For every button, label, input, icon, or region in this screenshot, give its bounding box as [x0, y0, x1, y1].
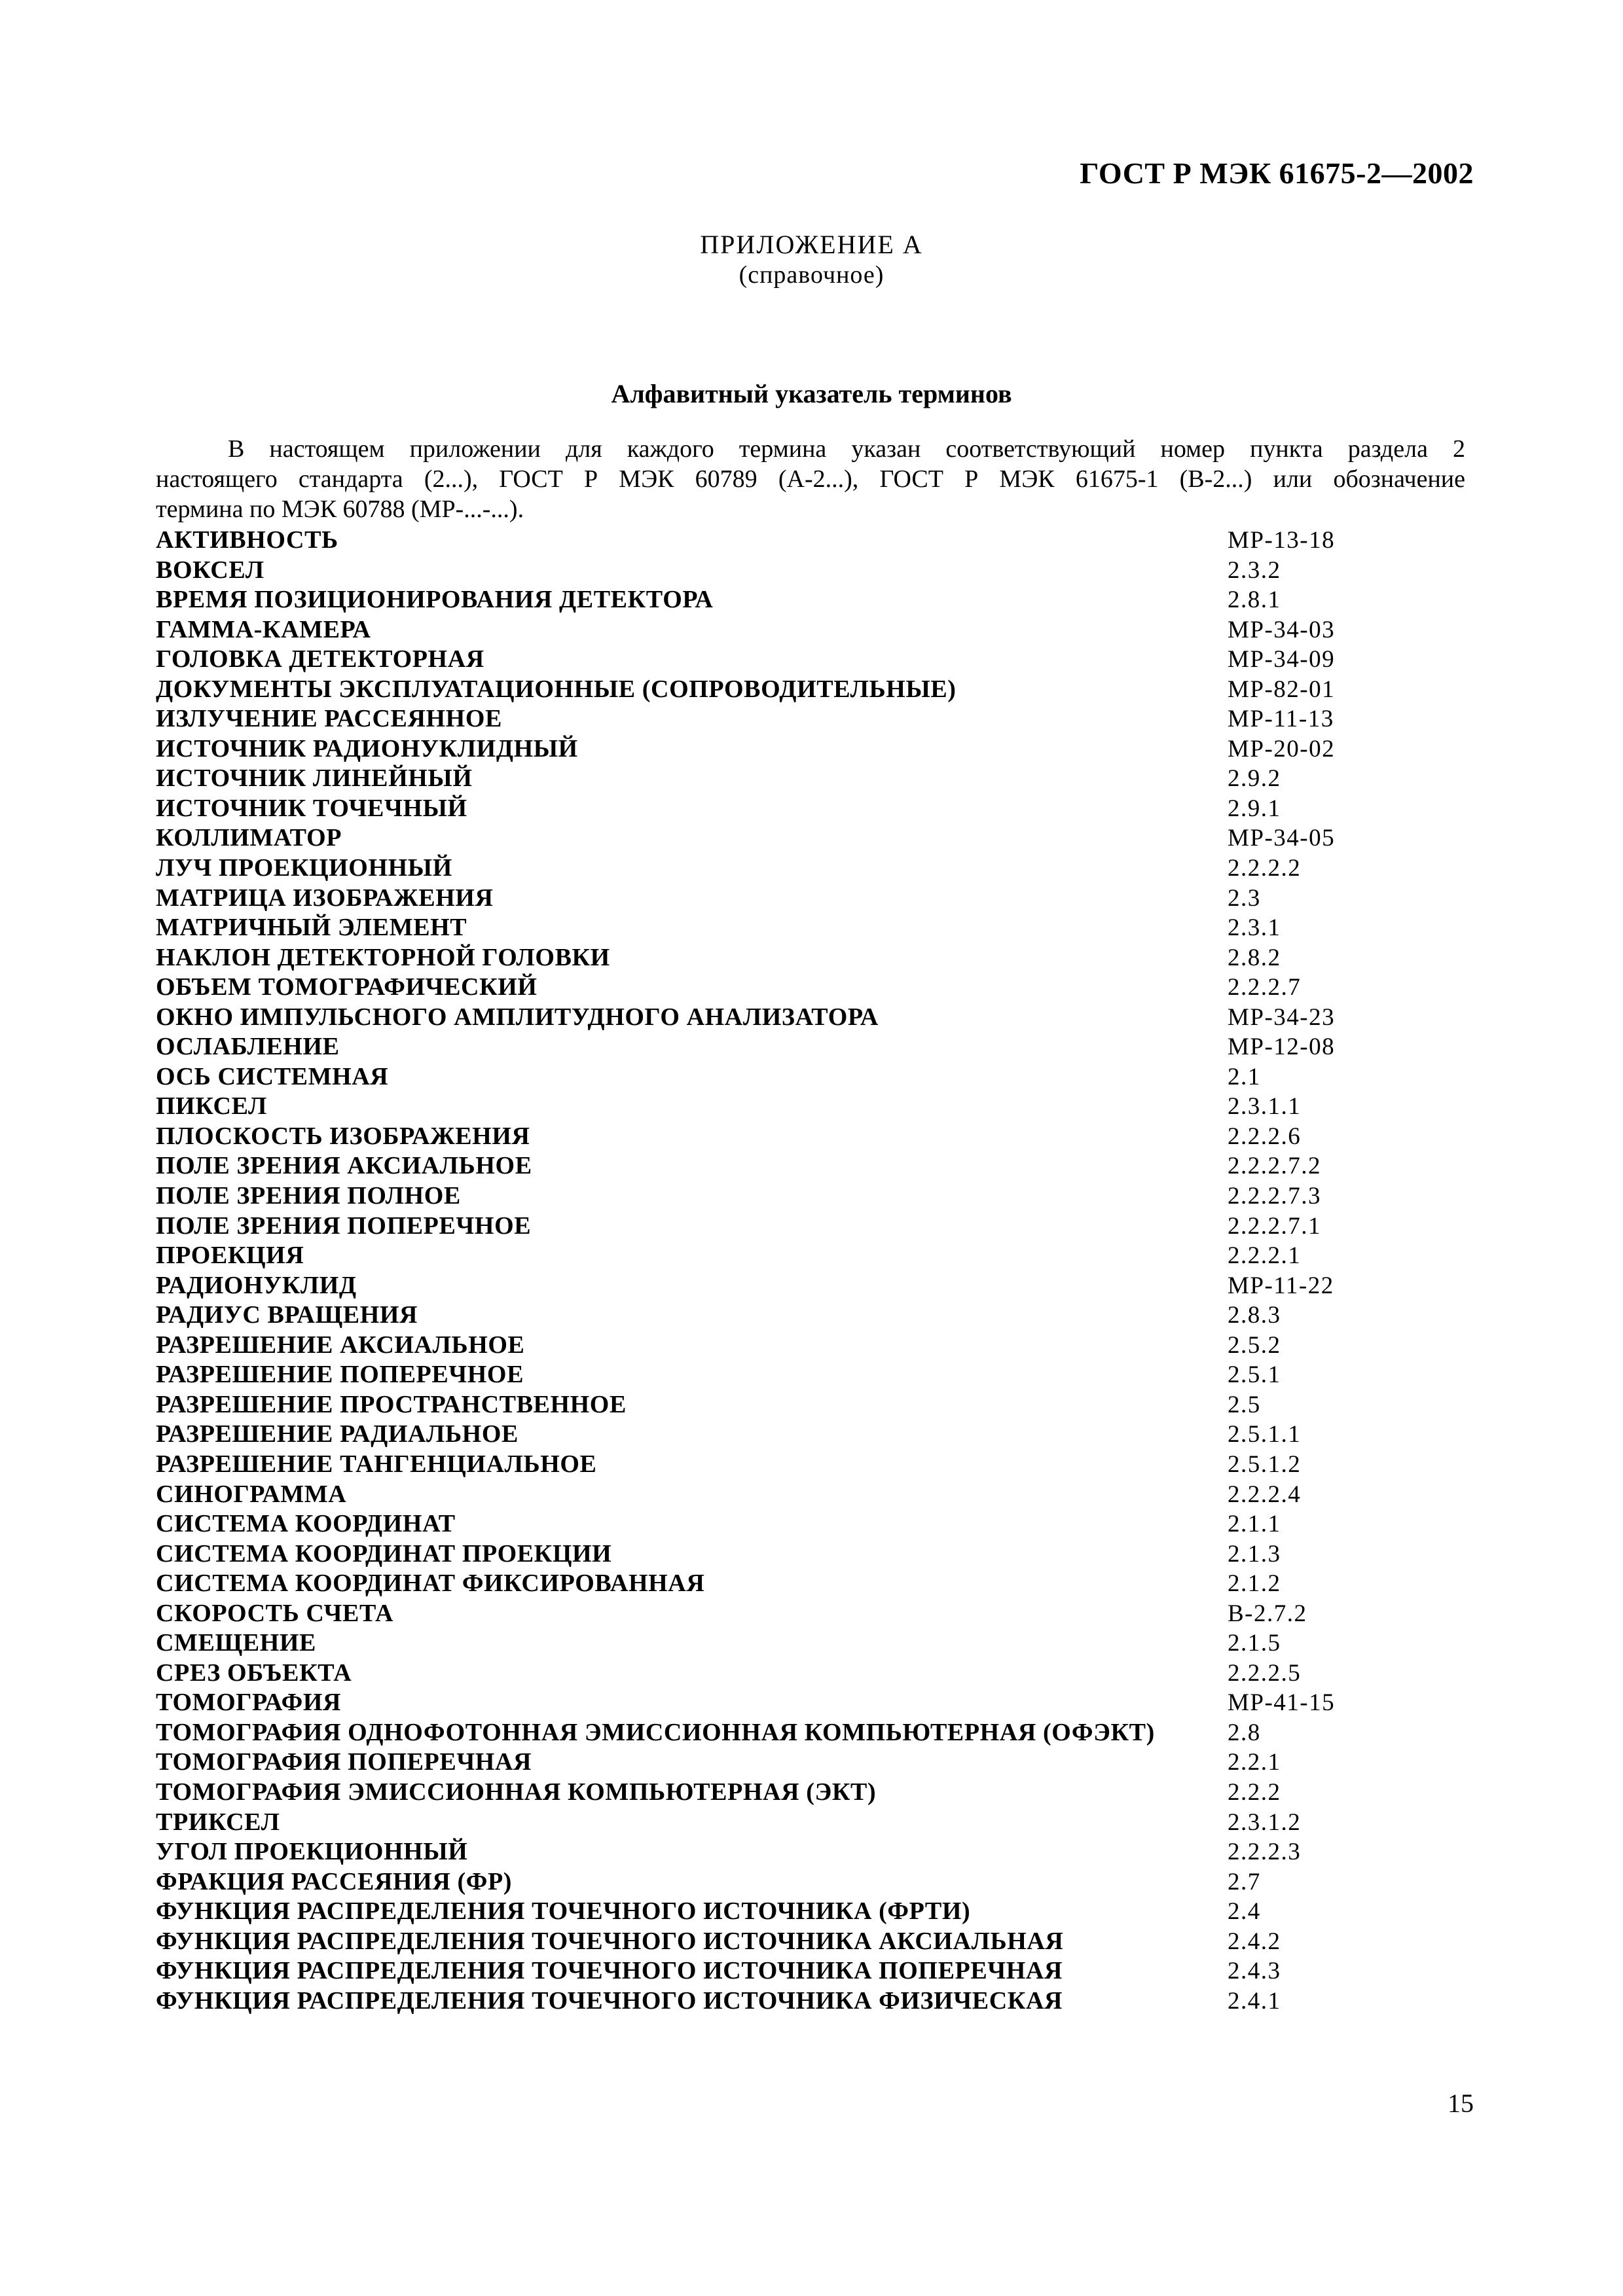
term-reference: МР-34-09 [1228, 646, 1336, 673]
intro-line: термина по МЭК 60788 (МР-...-...). [156, 495, 524, 523]
term-name: ПЛОСКОСТЬ ИЗОБРАЖЕНИЯ [156, 1122, 530, 1150]
term-name: ГОЛОВКА ДЕТЕКТОРНАЯ [156, 645, 484, 673]
term-reference: 2.2.1 [1228, 1749, 1281, 1776]
term-name: ТОМОГРАФИЯ ОДНОФОТОННАЯ ЭМИССИОННАЯ КОМПЬЮТЕРНАЯ (ОФЭКТ) [156, 1718, 1155, 1746]
term-row [156, 1390, 1465, 1420]
term-name: ФУНКЦИЯ РАСПРЕДЕЛЕНИЯ ТОЧЕЧНОГО ИСТОЧНИКА (ФРТИ) [156, 1897, 971, 1926]
term-reference: 2.5.1 [1228, 1361, 1281, 1389]
term-name: РАЗРЕШЕНИЕ АКСИАЛЬНОЕ [156, 1331, 525, 1359]
term-name: ОКНО ИМПУЛЬСНОГО АМПЛИТУДНОГО АНАЛИЗАТОРА [156, 1003, 879, 1031]
term-reference: 2.8.1 [1228, 586, 1281, 614]
term-row [156, 1151, 1465, 1181]
term-reference: 2.9.1 [1228, 795, 1281, 822]
term-row [156, 1122, 1465, 1152]
term-name: ВОКСЕЛ [156, 556, 264, 584]
term-reference: 2.9.2 [1228, 765, 1281, 793]
term-reference: 2.2.2.4 [1228, 1480, 1302, 1508]
term-reference: МР-34-03 [1228, 616, 1336, 643]
term-name: РАЗРЕШЕНИЕ ТАНГЕНЦИАЛЬНОЕ [156, 1450, 597, 1478]
term-row [156, 853, 1465, 884]
term-row [156, 675, 1465, 705]
term-row [156, 1450, 1465, 1480]
term-name: ОСЬ СИСТЕМНАЯ [156, 1062, 389, 1090]
term-name: ГАММА-КАМЕРА [156, 615, 371, 643]
term-reference: 2.3.1 [1228, 914, 1281, 942]
term-name: ФРАКЦИЯ РАССЕЯНИЯ (ФР) [156, 1867, 513, 1895]
term-row [156, 1509, 1465, 1539]
term-reference: 2.8.3 [1228, 1302, 1281, 1329]
term-row [156, 764, 1465, 794]
term-row [156, 1897, 1465, 1927]
term-name: ТОМОГРАФИЯ ЭМИССИОННАЯ КОМПЬЮТЕРНАЯ (ЭКТ) [156, 1778, 877, 1806]
term-row [156, 526, 1465, 556]
term-reference: МР-11-13 [1228, 706, 1334, 733]
term-row [156, 884, 1465, 914]
term-name: ИСТОЧНИК ЛИНЕЙНЫЙ [156, 764, 473, 793]
term-reference: 2.5.2 [1228, 1331, 1281, 1359]
terms-list [156, 526, 1465, 2016]
term-row [156, 1867, 1465, 1897]
term-reference: МР-20-02 [1228, 735, 1336, 762]
term-name: МАТРИЦА ИЗОБРАЖЕНИЯ [156, 884, 494, 912]
term-reference: 2.2.2.7.2 [1228, 1153, 1321, 1180]
term-name: ФУНКЦИЯ РАСПРЕДЕЛЕНИЯ ТОЧЕЧНОГО ИСТОЧНИКА ПОПЕРЕЧНАЯ [156, 1957, 1063, 1985]
term-row [156, 734, 1465, 764]
term-row [156, 1211, 1465, 1242]
term-row [156, 1331, 1465, 1361]
term-name: ПОЛЕ ЗРЕНИЯ ПОЛНОЕ [156, 1182, 461, 1210]
term-reference: 2.1.1 [1228, 1511, 1281, 1538]
term-reference: 2.3.1.2 [1228, 1808, 1302, 1836]
term-reference: 2.5 [1228, 1391, 1261, 1418]
term-reference: 2.4.1 [1228, 1987, 1281, 2015]
term-reference: 2.3 [1228, 884, 1261, 912]
term-row [156, 1837, 1465, 1867]
term-reference: 2.1.2 [1228, 1570, 1281, 1598]
term-row [156, 823, 1465, 853]
term-name: РАЗРЕШЕНИЕ РАДИАЛЬНОЕ [156, 1420, 519, 1448]
term-name: СИСТЕМА КООРДИНАТ ФИКСИРОВАННАЯ [156, 1570, 705, 1598]
term-reference: 2.2.2.7.3 [1228, 1183, 1321, 1210]
page-number: 15 [1448, 2089, 1474, 2118]
appendix-subtitle: (справочное) [739, 261, 884, 289]
term-reference: 2.2.2.7 [1228, 974, 1302, 1001]
term-name: МАТРИЧНЫЙ ЭЛЕМЕНТ [156, 914, 467, 942]
term-row [156, 1271, 1465, 1301]
term-reference: 2.5.1.2 [1228, 1450, 1302, 1478]
term-reference: МР-11-22 [1228, 1272, 1334, 1299]
intro-line: В настоящем приложении для каждого термина указан соответствующий номер пункта раздела 2 [228, 435, 1465, 463]
term-row [156, 1241, 1465, 1271]
term-name: УГОЛ ПРОЕКЦИОННЫЙ [156, 1838, 468, 1866]
term-row [156, 1599, 1465, 1629]
term-row [156, 1480, 1465, 1510]
term-reference: В-2.7.2 [1228, 1600, 1307, 1627]
term-row [156, 1986, 1465, 2017]
term-reference: 2.1 [1228, 1063, 1261, 1090]
term-name: ТРИКСЕЛ [156, 1808, 280, 1836]
term-name: ТОМОГРАФИЯ [156, 1689, 342, 1717]
term-reference: 2.5.1.1 [1228, 1421, 1302, 1448]
term-name: ПИКСЕЛ [156, 1092, 267, 1121]
term-reference: 2.3.1.1 [1228, 1093, 1302, 1121]
term-reference: МР-82-01 [1228, 675, 1336, 703]
term-row [156, 1927, 1465, 1957]
term-row [156, 1688, 1465, 1718]
term-name: РАДИОНУКЛИД [156, 1271, 357, 1299]
term-name: ТОМОГРАФИЯ ПОПЕРЕЧНАЯ [156, 1748, 532, 1776]
term-reference: 2.7 [1228, 1868, 1261, 1895]
term-row [156, 1569, 1465, 1599]
term-name: ВРЕМЯ ПОЗИЦИОНИРОВАНИЯ ДЕТЕКТОРА [156, 586, 714, 614]
term-row [156, 913, 1465, 943]
term-row [156, 794, 1465, 824]
term-reference: МР-34-05 [1228, 825, 1336, 852]
term-row [156, 1062, 1465, 1092]
term-row [156, 943, 1465, 973]
term-name: НАКЛОН ДЕТЕКТОРНОЙ ГОЛОВКИ [156, 943, 610, 971]
term-reference: 2.2.2.3 [1228, 1839, 1302, 1866]
term-reference: МР-12-08 [1228, 1033, 1336, 1061]
term-reference: 2.2.2 [1228, 1778, 1281, 1806]
term-row [156, 645, 1465, 675]
term-reference: МР-34-23 [1228, 1003, 1336, 1031]
term-reference: 2.4.2 [1228, 1928, 1281, 1955]
term-name: СРЕЗ ОБЪЕКТА [156, 1659, 352, 1687]
term-name: СИНОГРАММА [156, 1480, 347, 1508]
intro-paragraph [156, 434, 1465, 524]
term-row [156, 1092, 1465, 1122]
term-reference: 2.1.5 [1228, 1630, 1281, 1657]
term-row [156, 1420, 1465, 1450]
term-name: ИСТОЧНИК РАДИОНУКЛИДНЫЙ [156, 734, 578, 762]
term-name: ИЗЛУЧЕНИЕ РАССЕЯННОЕ [156, 705, 502, 733]
term-row [156, 1300, 1465, 1331]
term-name: СКОРОСТЬ СЧЕТА [156, 1599, 394, 1627]
term-name: РАЗРЕШЕНИЕ ПРОСТРАНСТВЕННОЕ [156, 1390, 627, 1418]
term-reference: 2.8.2 [1228, 944, 1281, 971]
term-row [156, 585, 1465, 615]
term-name: ПРОЕКЦИЯ [156, 1242, 304, 1270]
term-name: СИСТЕМА КООРДИНАТ ПРОЕКЦИИ [156, 1539, 612, 1568]
term-row [156, 704, 1465, 734]
term-name: ОБЪЕМ ТОМОГРАФИЧЕСКИЙ [156, 973, 538, 1001]
appendix-title: ПРИЛОЖЕНИЕ А [700, 230, 923, 259]
intro-line: настоящего стандарта (2...), ГОСТ Р МЭК 60789 (А-2...), ГОСТ Р МЭК 61675-1 (В-2...) или обозначение [156, 465, 1465, 493]
document-code: ГОСТ Р МЭК 61675-2—2002 [1080, 156, 1474, 190]
term-name: ПОЛЕ ЗРЕНИЯ ПОПЕРЕЧНОЕ [156, 1211, 532, 1240]
term-row [156, 1778, 1465, 1808]
term-reference: 2.4.3 [1228, 1958, 1281, 1985]
term-row [156, 973, 1465, 1003]
term-reference: 2.2.2.5 [1228, 1659, 1302, 1687]
term-name: АКТИВНОСТЬ [156, 526, 338, 554]
term-row [156, 1181, 1465, 1211]
term-name: РАДИУС ВРАЩЕНИЯ [156, 1301, 418, 1329]
term-reference: МР-41-15 [1228, 1689, 1336, 1717]
term-row [156, 556, 1465, 586]
term-reference: 2.2.2.1 [1228, 1242, 1302, 1270]
term-reference: 2.2.2.7.1 [1228, 1212, 1321, 1240]
index-title: Алфавитный указатель терминов [611, 379, 1012, 408]
term-reference: 2.3.2 [1228, 556, 1281, 584]
term-reference: 2.1.3 [1228, 1540, 1281, 1568]
term-name: КОЛЛИМАТОР [156, 824, 342, 852]
term-name: ФУНКЦИЯ РАСПРЕДЕЛЕНИЯ ТОЧЕЧНОГО ИСТОЧНИКА ФИЗИЧЕСКАЯ [156, 1986, 1063, 2015]
term-reference: 2.8 [1228, 1719, 1261, 1746]
term-reference: 2.4 [1228, 1898, 1261, 1926]
term-row [156, 1360, 1465, 1390]
term-row [156, 1032, 1465, 1062]
term-row [156, 1718, 1465, 1748]
term-row [156, 1003, 1465, 1033]
term-row [156, 1808, 1465, 1838]
term-name: ФУНКЦИЯ РАСПРЕДЕЛЕНИЯ ТОЧЕЧНОГО ИСТОЧНИКА АКСИАЛЬНАЯ [156, 1927, 1064, 1955]
term-name: ДОКУМЕНТЫ ЭКСПЛУАТАЦИОННЫЕ (СОПРОВОДИТЕЛЬНЫЕ) [156, 675, 957, 703]
term-row [156, 1748, 1465, 1778]
term-name: ПОЛЕ ЗРЕНИЯ АКСИАЛЬНОЕ [156, 1152, 532, 1180]
term-name: ОСЛАБЛЕНИЕ [156, 1033, 340, 1061]
term-row [156, 1956, 1465, 1986]
term-reference: 2.2.2.6 [1228, 1122, 1302, 1150]
term-name: ЛУЧ ПРОЕКЦИОННЫЙ [156, 854, 452, 882]
term-row [156, 1659, 1465, 1689]
term-name: СИСТЕМА КООРДИНАТ [156, 1510, 456, 1538]
term-row [156, 615, 1465, 645]
term-row [156, 1539, 1465, 1570]
term-name: РАЗРЕШЕНИЕ ПОПЕРЕЧНОЕ [156, 1361, 524, 1389]
term-reference: МР-13-18 [1228, 527, 1336, 554]
term-name: СМЕЩЕНИЕ [156, 1629, 316, 1657]
term-row [156, 1628, 1465, 1659]
term-name: ИСТОЧНИК ТОЧЕЧНЫЙ [156, 794, 467, 822]
term-reference: 2.2.2.2 [1228, 855, 1302, 882]
